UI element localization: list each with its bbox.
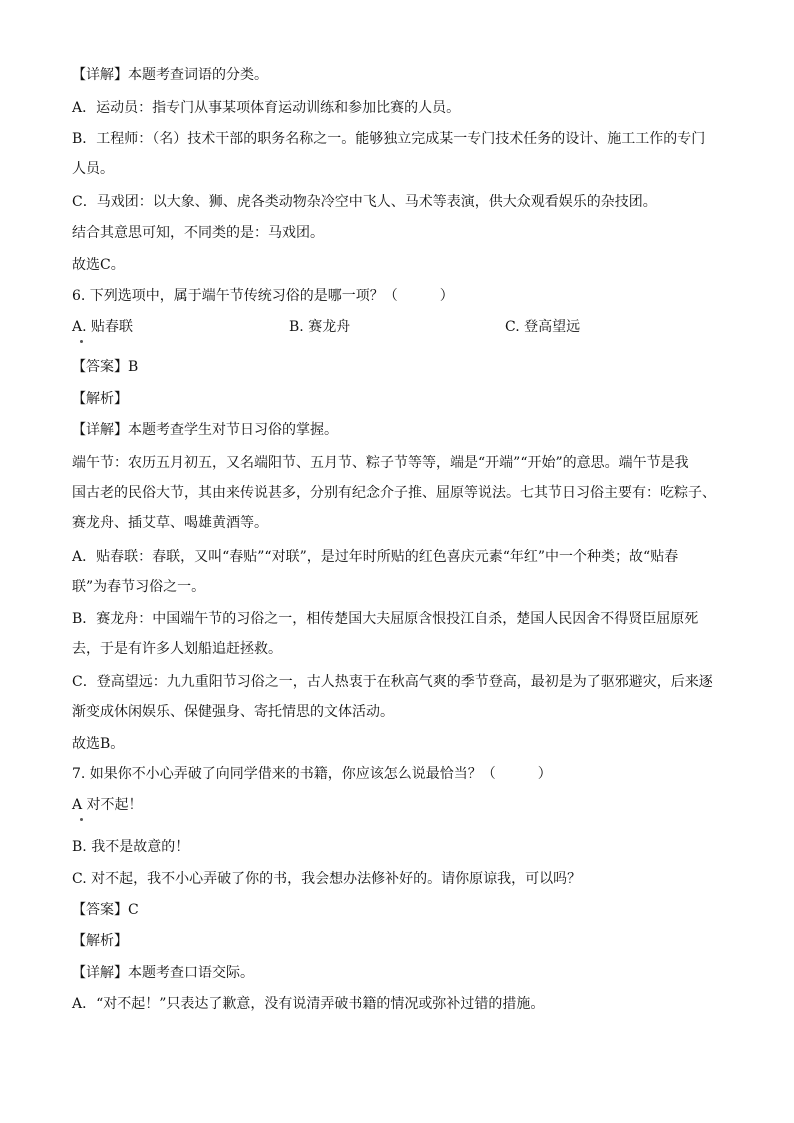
text-line: B．赛龙舟：中国端午节的习俗之一，相传楚国大夫屈原含恨投江自杀，楚国人民因舍不得贤臣屈原死 xyxy=(72,611,699,627)
text-line: 国古老的民俗大节，其由来传说甚多，分别有纪念介子推、屈原等说法。七其节日习俗主要有：吃粽子、 xyxy=(72,485,716,501)
text-line: B．工程师：（名）技术干部的职务名称之一。能够独立完成某一专门技术任务的设计、施工工作的专门 xyxy=(72,131,706,147)
text-line: 【详解】本题考查词语的分类。 xyxy=(72,67,268,83)
text-line: A．“对不起！”只表达了歉意，没有说清弄破书籍的情况或弥补过错的措施。 xyxy=(72,996,545,1012)
text-line: 人员。 xyxy=(72,161,114,177)
text-line: 联”为春节习俗之一。 xyxy=(72,579,206,595)
text-line: 故选B。 xyxy=(72,736,125,752)
q7-option-b: B. 我不是故意的！ xyxy=(72,839,190,855)
q6-option-c: C. 登高望远 xyxy=(505,319,581,335)
q6-option-a: A. 贴春联 xyxy=(72,319,134,335)
question-6: 6. 下列选项中，属于端午节传统习俗的是哪一项？（ ） xyxy=(72,288,454,304)
text-line: 【详解】本题考查学生对节日习俗的掌握。 xyxy=(72,422,338,438)
decorative-dot xyxy=(80,818,83,821)
text-line: 渐变成休闲娱乐、保健强身、寄托情思的文体活动。 xyxy=(72,704,394,720)
analysis-label: 【解析】 xyxy=(72,933,128,949)
q7-option-a: A 对不起！ xyxy=(72,797,143,813)
text-line: A．运动员：指专门从事某项体育运动训练和参加比赛的人员。 xyxy=(72,100,461,116)
text-line: C．登高望远：九九重阳节习俗之一，古人热衷于在秋高气爽的季节登高，最初是为了驱邪避灾，后来逐 xyxy=(72,674,713,690)
decorative-dot xyxy=(80,340,83,343)
text-line: C．马戏团：以大象、狮、虎各类动物杂冷空中飞人、马术等表演，供大众观看娱乐的杂技团。 xyxy=(72,194,657,210)
question-7: 7. 如果你不小心弄破了向同学借来的书籍，你应该怎么说最恰当？（ ） xyxy=(72,766,552,782)
text-line: 故选C。 xyxy=(72,257,125,273)
q6-option-b: B. 赛龙舟 xyxy=(289,319,351,335)
answer-label: 【答案】B xyxy=(72,359,139,375)
text-line: 【详解】本题考查口语交际。 xyxy=(72,965,254,981)
text-line: 端午节：农历五月初五，又名端阳节、五月节、粽子节等等，端是“开端”“开始”的意思。端午节是我 xyxy=(72,455,689,471)
q7-option-c: C. 对不起，我不小心弄破了你的书，我会想办法修补好的。请你原谅我，可以吗？ xyxy=(72,871,582,887)
text-line: 赛龙舟、插艾草、喝雄黄酒等。 xyxy=(72,515,268,531)
analysis-label: 【解析】 xyxy=(72,391,128,407)
text-line: 结合其意思可知，不同类的是：马戏团。 xyxy=(72,225,324,241)
answer-label: 【答案】C xyxy=(72,902,139,918)
text-line: A．贴春联：春联，又叫“春贴”“对联”，是过年时所贴的红色喜庆元素“年红”中一个种类；故“贴春 xyxy=(72,549,679,565)
text-line: 去，于是有许多人划船追赶拯救。 xyxy=(72,641,282,657)
